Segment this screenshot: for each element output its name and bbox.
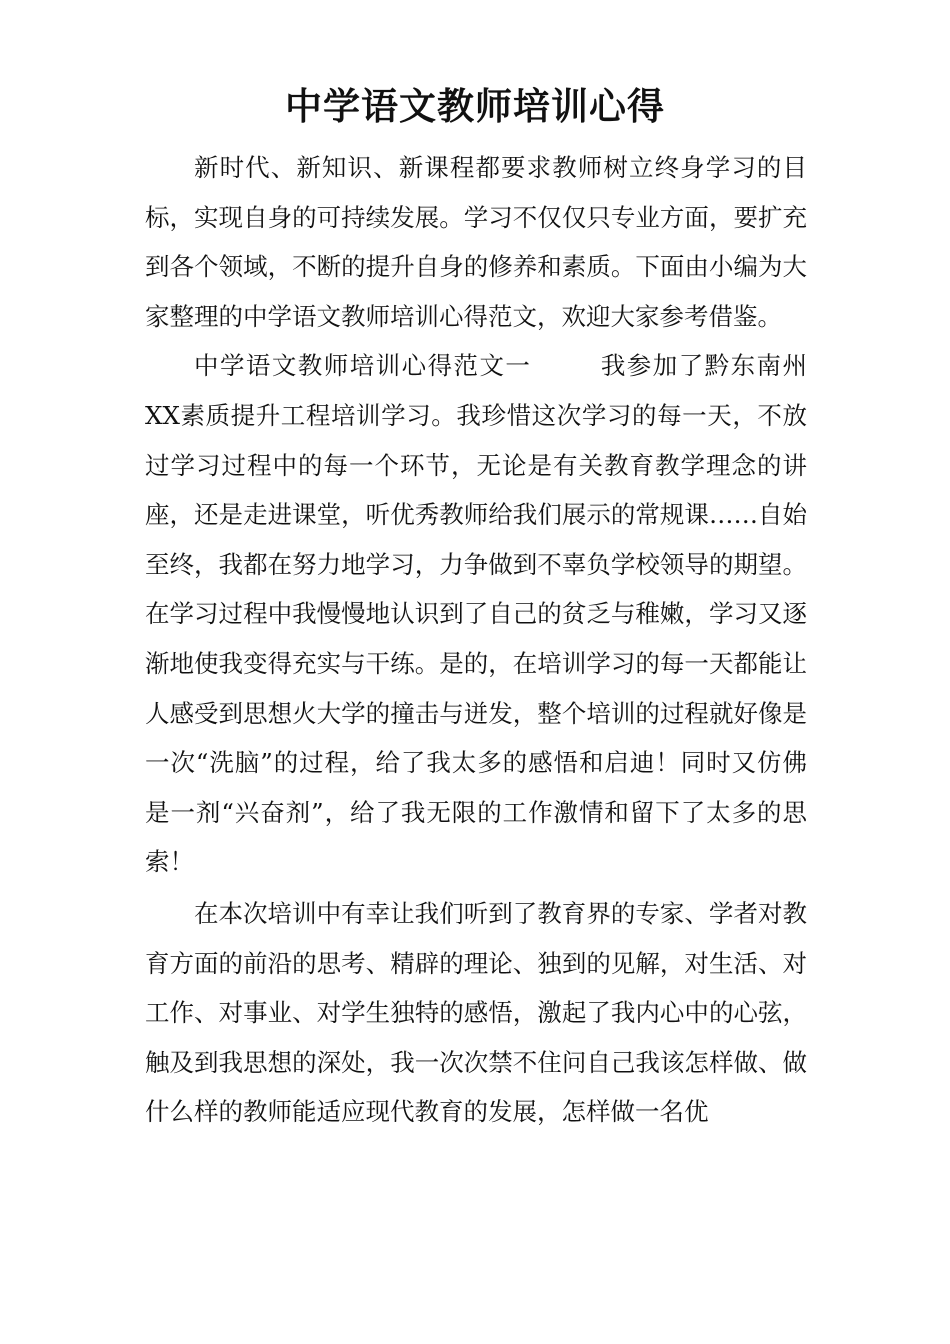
- sample-paragraph-2: 在本次培训中有幸让我们听到了教育界的专家、学者对教育方面的前沿的思考、精辟的理论、独到的见解，对生活、对工作、对事业、对学生独特的感悟，激起了我内心中的心弦，触及到我思想的深处，我一次次禁不住问自己我该怎样做、做什么样的教师能适应现代教育的发展，怎样做一名优: [145, 898, 807, 1127]
- sample-title: 中学语文教师培训心得范文一: [194, 351, 532, 381]
- document-body: [145, 143, 807, 1137]
- sample-paragraph-1: [145, 341, 807, 887]
- intro-paragraph: 新时代、新知识、新课程都要求教师树立终身学习的目标，实现自身的可持续发展。学习不仅仅只专业方面，要扩充到各个领域，不断的提升自身的修养和素质。下面由小编为大家整理的中学语文教师培训心得范文，欢迎大家参考借鉴。: [145, 153, 807, 331]
- document-title: 中学语文教师培训心得: [285, 84, 665, 128]
- sample-paragraph-1-text: 我参加了黔东南州XX素质提升工程培训学习。我珍惜这次学习的每一天，不放过学习过程中的每一个环节，无论是有关教育教学理念的讲座，还是走进课堂，听优秀教师给我们展示的常规课……自始至终，我都在努力地学习，力争做到不辜负学校领导的期望。在学习过程中我慢慢地认识到了自己的贫乏与稚嫩，学习又逐渐地使我变得充实与干练。是的，在培训学习的每一天都能让人感受到思想火大学的撞击与迸发，整个培训的过程就好像是一次“洗脑”的过程，给了我太多的感悟和启迪！同时又仿佛是一剂“兴奋剂”，给了我无限的工作激情和留下了太多的思索！: [145, 351, 808, 877]
